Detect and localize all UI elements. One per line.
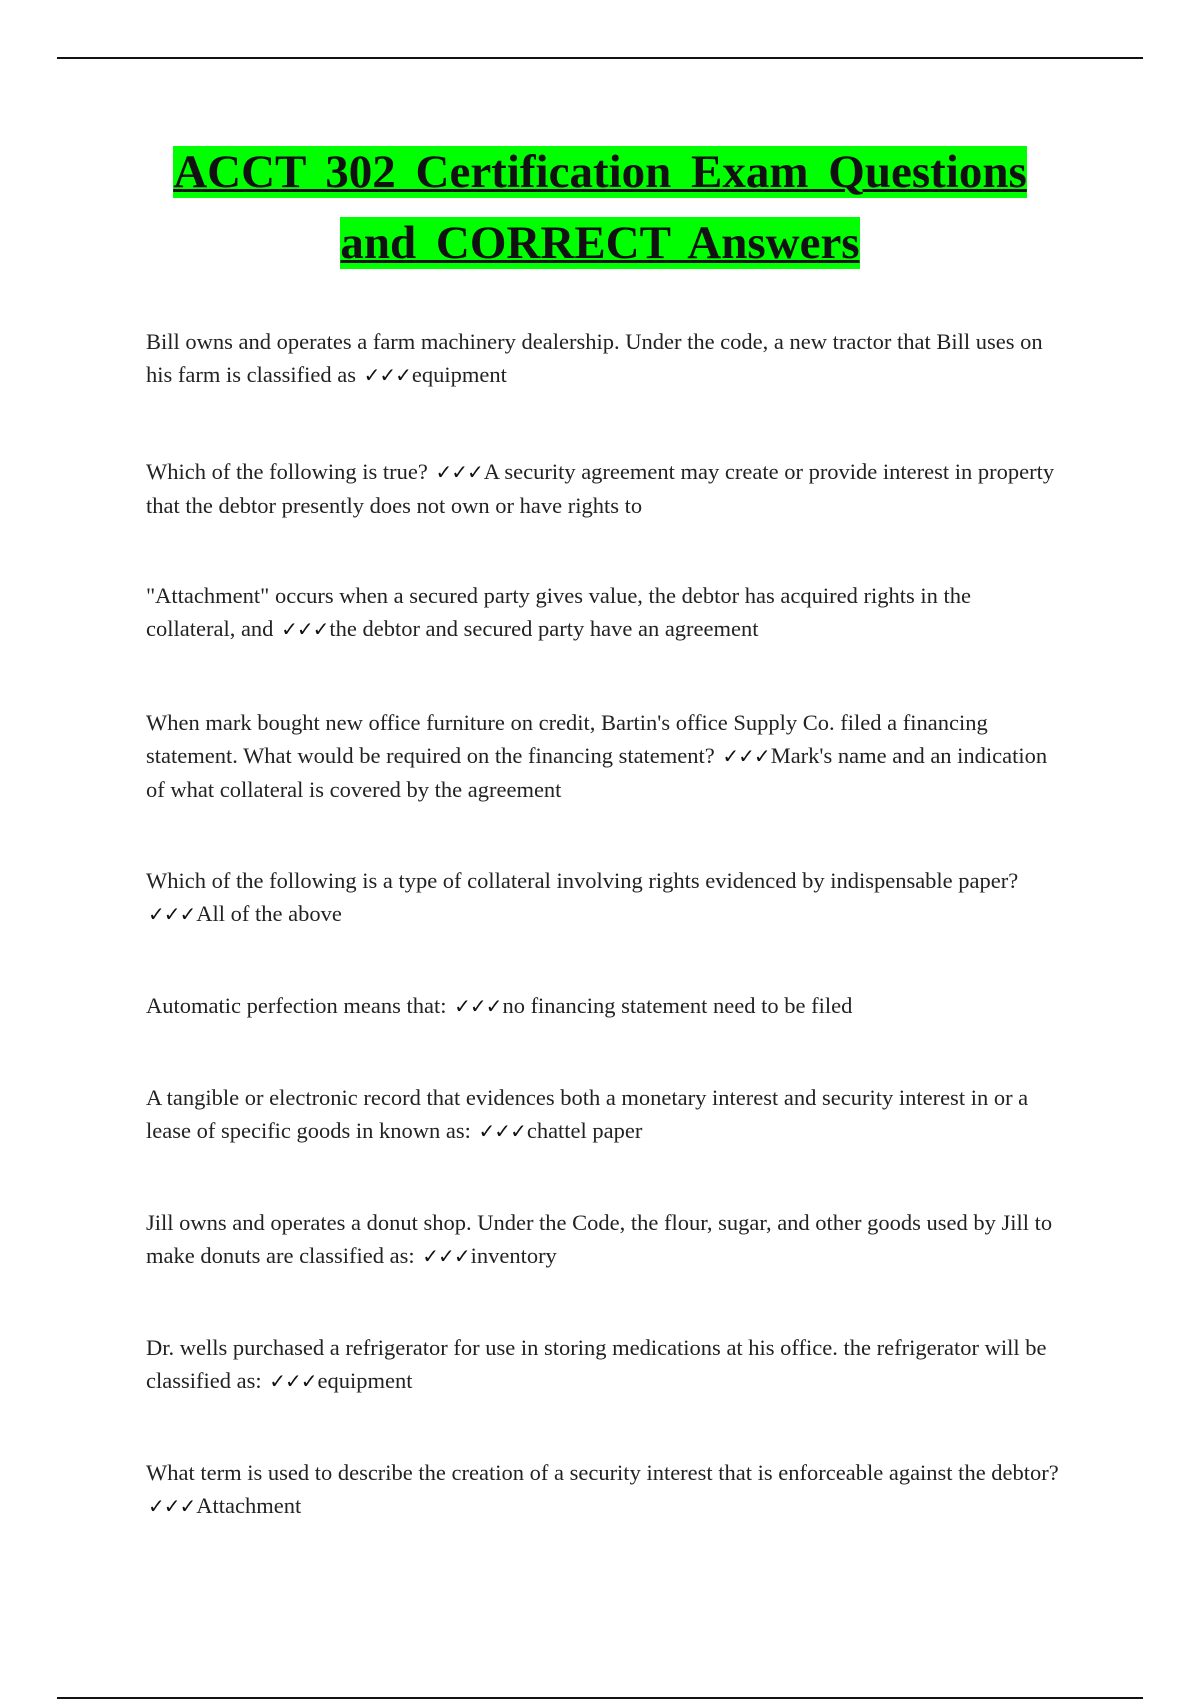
check-icon: ✓✓✓ <box>722 744 770 768</box>
qa-item-10 <box>146 1456 1061 1523</box>
check-icon: ✓✓✓ <box>435 460 483 484</box>
check-icon: ✓✓✓ <box>454 994 502 1018</box>
title-line-2: and CORRECT Answers <box>340 217 860 269</box>
answer-text: Mark's name and an indication of what collateral is covered by the agreement <box>146 743 1048 802</box>
question-text: What term is used to describe the creation of a security interest that is enforceable against the debtor? <box>146 1460 1059 1485</box>
top-rule <box>57 57 1143 59</box>
question-text: "Attachment" occurs when a secured party gives value, the debtor has acquired rights in the collateral, and <box>146 583 971 641</box>
qa-list <box>146 325 1061 1523</box>
question-text: Which of the following is a type of collateral involving rights evidenced by indispensable paper? <box>146 868 1019 893</box>
answer-text: equipment <box>317 1368 413 1393</box>
question-text: When mark bought new office furniture on credit, Bartin's office Supply Co. filed a financing statement. What would be required on the financing statement? <box>146 710 988 768</box>
qa-item-5 <box>146 864 1061 931</box>
answer-text: chattel paper <box>526 1118 643 1143</box>
check-icon: ✓✓✓ <box>281 617 329 641</box>
qa-item-8 <box>146 1206 1061 1273</box>
qa-item-1 <box>146 325 1061 392</box>
check-icon: ✓✓✓ <box>269 1369 317 1393</box>
question-text: Bill owns and operates a farm machinery dealership. Under the code, a new tractor that Bill uses on his farm is classified as <box>146 329 1043 387</box>
qa-item-7 <box>146 1081 1061 1148</box>
question-text: Dr. wells purchased a refrigerator for use in storing medications at his office. the refrigerator will be classified as: <box>146 1335 1047 1393</box>
answer-text: inventory <box>470 1243 557 1268</box>
question-text: Jill owns and operates a donut shop. Under the Code, the flour, sugar, and other goods used by Jill to make donuts are classified as: <box>146 1210 1053 1268</box>
answer-text: All of the above <box>196 901 342 926</box>
answer-text: Attachment <box>196 1493 302 1518</box>
answer-text: the debtor and secured party have an agreement <box>329 616 759 641</box>
qa-item-2 <box>146 455 1061 522</box>
check-icon: ✓✓✓ <box>478 1119 526 1143</box>
check-icon: ✓✓✓ <box>363 363 411 387</box>
check-icon: ✓✓✓ <box>148 1494 196 1518</box>
check-icon: ✓✓✓ <box>422 1244 470 1268</box>
qa-item-9 <box>146 1331 1061 1398</box>
question-text: A tangible or electronic record that evidences both a monetary interest and security interest in or a lease of specific goods in known as: <box>146 1085 1029 1143</box>
answer-text: A security agreement may create or provide interest in property that the debtor presently does not own or have rights to <box>146 459 1055 518</box>
bottom-rule <box>57 1697 1143 1699</box>
title-line-1: ACCT 302 Certification Exam Questions <box>173 146 1027 198</box>
answer-text: equipment <box>411 362 507 387</box>
qa-item-6 <box>146 989 1061 1023</box>
qa-item-3 <box>146 579 1061 646</box>
question-text: Automatic perfection means that: <box>146 993 447 1018</box>
answer-text: no financing statement need to be filed <box>502 993 853 1018</box>
qa-item-4 <box>146 706 1061 806</box>
document-title <box>100 142 1100 284</box>
question-text: Which of the following is true? <box>146 459 428 484</box>
check-icon: ✓✓✓ <box>148 902 196 926</box>
